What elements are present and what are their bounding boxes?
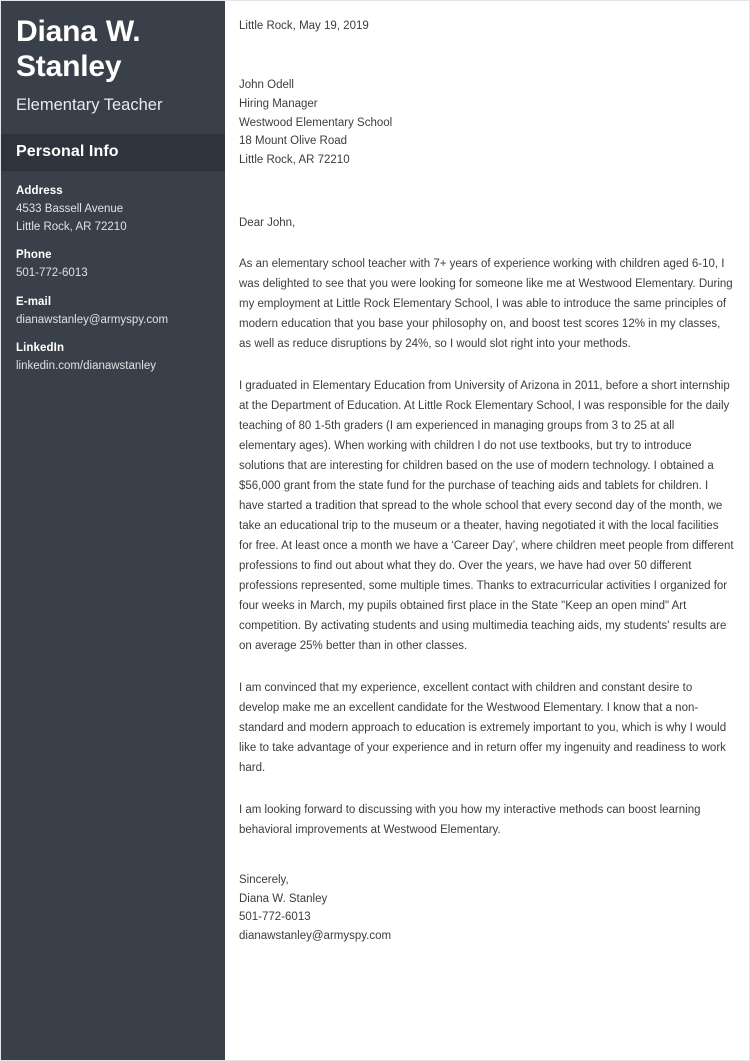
- body-paragraph-3: I am convinced that my experience, excellent contact with children and constant desire to develop make me an excellent candidate for the Westwood Elementary. I know that a non-standard and modern approach to education is extremely important to you, which is why I would like to take advantage of your experience and in return offer my ingenuity and readiness to work hard.: [239, 681, 727, 774]
- email-label: E-mail: [16, 295, 52, 308]
- candidate-name: Diana W. Stanley: [16, 15, 141, 83]
- recipient-name: John Odell: [239, 79, 294, 92]
- recipient-block: [239, 76, 734, 169]
- recipient-role: Hiring Manager: [239, 98, 318, 111]
- linkedin-label: LinkedIn: [16, 341, 65, 354]
- info-block-phone: [16, 249, 210, 282]
- info-block-email: [16, 296, 210, 329]
- body-paragraph-4: I am looking forward to discussing with you how my interactive methods can boost learning behavioral improvements at Westwood Elementary.: [239, 803, 701, 836]
- body-paragraph-2: I graduated in Elementary Education from University of Arizona in 2011, before a short internship at the Department of Education. At Little Rock Elementary School, I was responsible for the daily teaching of 80 1-5th graders (I am experienced in managing groups from 3 to 25 at all elementary ages). When working with children I do not use textbooks, but try to introduce solutions that are interesting for children based on the use of modern technology. I obtained a $56,000 grant from the state fund for the purchase of teaching aids and tablets for children. I have started a tradition that spread to the whole school that every second day of the month, we take an educational trip to the museum or a theater, having negotiated it with the local facilities for free. At least once a month we have a ‘Career Day’, where children meet people from different professions to find out about what they do. Over the years, we have had over 50 different professions represented, some multiple times. Thanks to extracurricular activities I organized for four weeks in March, my pupils obtained first place in the State "Keep an open mind" Art competition. By activating students and using multimedia teaching aids, my students' results are on average 25% better than in other classes.: [239, 379, 734, 652]
- recipient-city-state-zip: Little Rock, AR 72210: [239, 153, 350, 166]
- signoff-name: Diana W. Stanley: [239, 892, 328, 905]
- signoff-email[interactable]: dianawstanley@armyspy.com: [239, 929, 392, 942]
- signoff-phone: 501-772-6013: [239, 911, 311, 924]
- address-line-1: 4533 Bassell Avenue: [16, 203, 124, 216]
- signoff-block: [239, 871, 734, 946]
- address-line-2: Little Rock, AR 72210: [16, 221, 127, 234]
- signoff-closing: Sincerely,: [239, 873, 289, 886]
- letter-body: [225, 1, 749, 1060]
- letter-content: [239, 17, 734, 945]
- personal-info-list: [1, 171, 225, 375]
- body-paragraph-1: As an elementary school teacher with 7+ years of experience working with children aged 6-10, I was delighted to see that you were looking for someone like me at Westwood Elementary. During my employment at Little Rock Elementary School, I was able to introduce the same principles of modern education that you base your philosophy on, and boost test scores 12% in my classes, as well as reduce disruptions by 24%, so I would slot right into your methods.: [239, 257, 733, 350]
- recipient-organization: Westwood Elementary School: [239, 116, 393, 129]
- phone-value: 501-772-6013: [16, 267, 88, 280]
- sidebar-header: [1, 1, 225, 116]
- info-block-address: [16, 185, 210, 236]
- salutation: Dear John,: [239, 216, 296, 229]
- letter-date: Little Rock, May 19, 2019: [239, 20, 369, 32]
- candidate-job-title: Elementary Teacher: [16, 95, 163, 114]
- personal-info-band: [1, 134, 225, 171]
- recipient-street: 18 Mount Olive Road: [239, 135, 348, 148]
- email-value[interactable]: dianawstanley@armyspy.com: [16, 313, 169, 326]
- sidebar: [1, 1, 225, 1060]
- linkedin-value[interactable]: linkedin.com/dianawstanley: [16, 359, 156, 372]
- address-label: Address: [16, 185, 63, 198]
- personal-info-heading: Personal Info: [16, 143, 119, 161]
- info-block-linkedin: [16, 342, 210, 375]
- phone-label: Phone: [16, 249, 52, 262]
